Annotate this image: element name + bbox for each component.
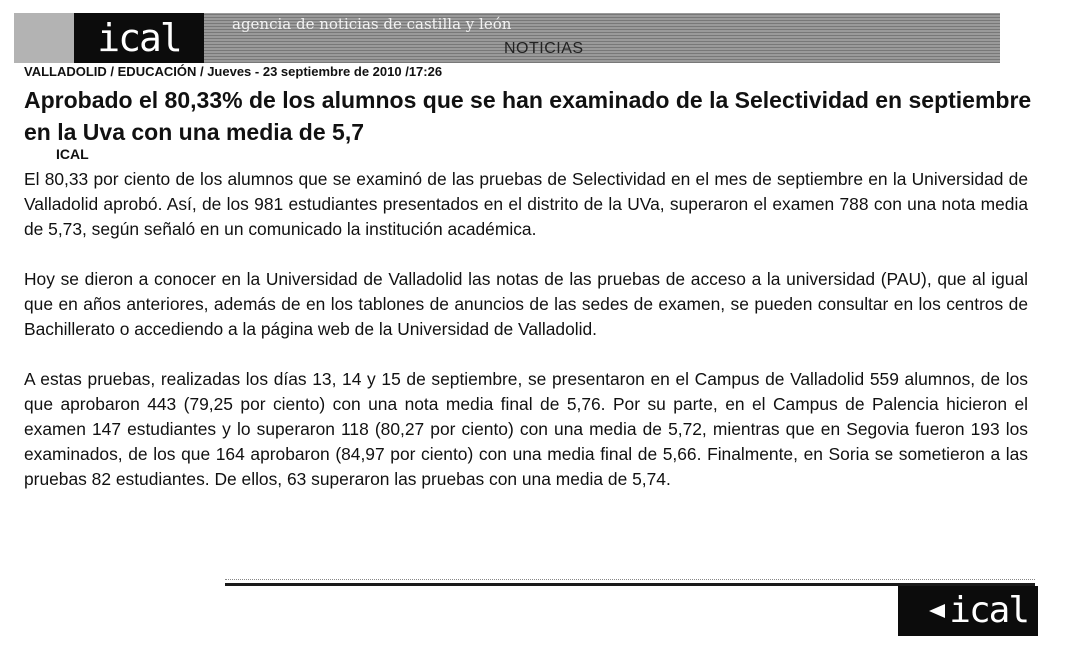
header-banner [14,13,1000,63]
section-label: NOTICIAS [504,40,584,57]
agency-tagline: agencia de noticias de castilla y león [232,15,512,33]
article-body [24,167,1028,517]
footer-logo-text: ical [949,590,1028,631]
article-paragraph: A estas pruebas, realizadas los días 13, 14 y 15 de septiembre, se presentaron en el Campus de Valladolid 559 alumnos, de los que aprobaron 443 (79,25 por ciento) con una nota media final de 5,76. Por su parte, en el Campus de Palencia hicieron el examen 147 estudiantes y lo superaron 118 (80,27 por ciento) con una media de 5,72, mientras que en Segovia fueron 193 los examinados, de los que 164 aprobaron (84,97 por ciento) con una media final de 5,66. Finalmente, en Soria se sometieron a las pruebas 82 estudiantes. De ellos, 63 superaron las pruebas con una media de 5,74. [24,369,1028,489]
article-dateline: VALLADOLID / EDUCACIÓN / Jueves - 23 septiembre de 2010 /17:26 [24,64,443,79]
footer-divider-faint [225,579,1035,580]
ical-logo: ical [74,13,204,63]
article-paragraph: Hoy se dieron a conocer en la Universidad de Valladolid las notas de las pruebas de acceso a la universidad (PAU), que al igual que en años anteriores, además de en los tablones de anuncios de las sedes de examen, se pueden consultar en los centros de Bachillerato o accediendo a la página web de la Universidad de Valladolid. [24,269,1028,339]
article-paragraph: El 80,33 por ciento de los alumnos que se examinó de las pruebas de Selectividad en el mes de septiembre en la Universidad de Valladolid aprobó. Así, de los 981 estudiantes presentados en el distrito de la UVa, superaron el examen 788 con una nota media de 5,73, según señaló en un comunicado la institución académica. [24,169,1028,239]
article-headline: Aprobado el 80,33% de los alumnos que se han examinado de la Selectividad en septiembre en la Uva con una media de 5,7 [24,87,1032,145]
banner-left-block [14,13,74,63]
footer-logo [898,586,1038,636]
article-byline: ICAL [56,146,89,162]
arrow-left-icon [929,604,945,618]
